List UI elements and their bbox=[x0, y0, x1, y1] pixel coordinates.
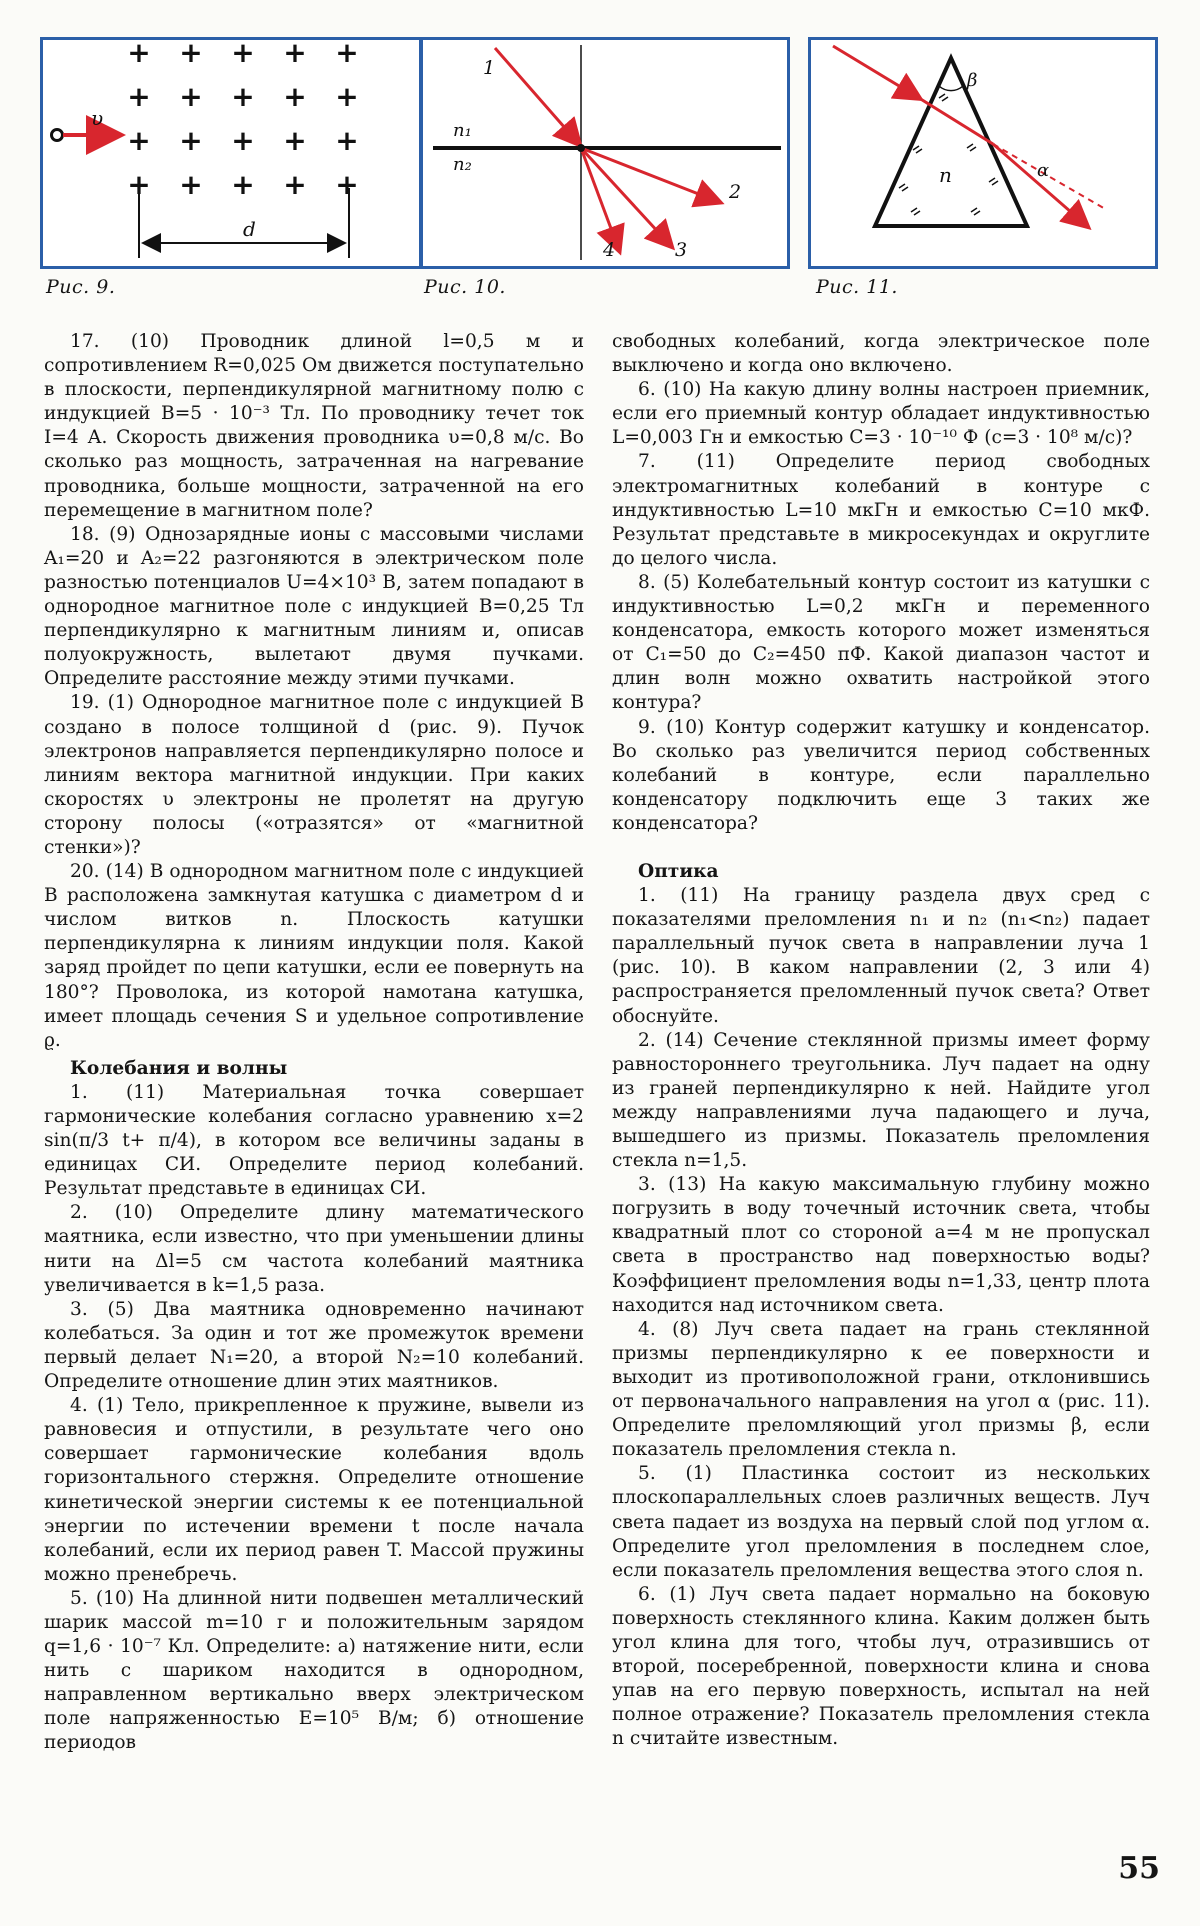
field-plus-1-3: + bbox=[283, 80, 307, 113]
ray-4-label: 4 bbox=[603, 239, 616, 261]
problem-19: 19. (1) Однородное магнитное поле с индукцией B создано в полосе толщиной d (рис. 9). Пучок электронов направляется перпендикулярно полосе и линиям вектора магнитной индукции. При каких скоростях υ электроны не пролетят на другую сторону полосы («отразятся» от «магнитной стенки»)? bbox=[44, 692, 584, 858]
figure-11 bbox=[808, 37, 1158, 269]
figure-11-caption: Рис. 11. bbox=[816, 276, 898, 298]
field-plus-2-1: + bbox=[179, 124, 203, 157]
waves-problem-4: 4. (1) Тело, прикрепленное к пружине, вывели из равновесия и отпустили, в результате чего оно совершает гармонические колебания вдоль горизонтального стержня. Определите отношение кинетической энергии системы к ее потенциальной энергии по истечении времени t после начала колебаний, если их период равен T. Массой пружины можно пренебречь. bbox=[44, 1395, 584, 1585]
optics-problem-1: 1. (11) На границу раздела двух сред с показателями преломления n₁ и n₂ (n₁<n₂) падает параллельный пучок света в направлении луча 1 (рис. 10). В каком направлении (2, 3 или 4) распространяется преломленный пучок света? Ответ обоснуйте. bbox=[612, 885, 1150, 1027]
problem-18: 18. (9) Однозарядные ионы с массовыми числами A₁=20 и A₂=22 разгоняются в электрическом поле разностью потенциалов U=4×10³ В, затем попадают в однородное магнитное поле с индукцией B=0,25 Тл перпендикулярно к магнитным линиям и, описав полуокружность, вылетают двумя пучками. Определите расстояние между этими пучками. bbox=[44, 523, 584, 690]
d-label: d bbox=[243, 217, 256, 241]
field-plus-2-4: + bbox=[335, 124, 359, 157]
waves-problem-3: 3. (5) Два маятника одновременно начинают колебаться. За один и тот же промежуток времени первый делает N₁=20, а второй N₂=10 колебаний. Определите отношение длин этих маятников. bbox=[44, 1298, 584, 1393]
field-plus-3-3: + bbox=[283, 168, 307, 201]
ray-2 bbox=[581, 148, 719, 202]
optics-problem-4: 4. (8) Луч света падает на грань стеклянной призмы перпендикулярно к ее поверхности и выходит из противоположной грани, отклонившись от первоначального направления на угол α (рис. 11). Определите преломляющий угол призмы β, если показатель преломления стекла n. bbox=[612, 1318, 1150, 1461]
incident-ray bbox=[833, 46, 919, 98]
ray-3 bbox=[581, 148, 671, 246]
waves-problem-5-continued: свободных колебаний, когда электрическое поле выключено и когда оно включено. bbox=[612, 331, 1150, 377]
field-plus-1-0: + bbox=[127, 80, 151, 113]
incident-ray-1 bbox=[495, 48, 579, 144]
problem-17: 17. (10) Проводник длиной l=0,5 м и сопротивлением R=0,025 Ом движется поступательно в плоскости, перпендикулярной магнитному полю с индукцией B=5 · 10⁻³ Тл. По проводнику течет ток I=4 А. Скорость движения проводника υ=0,8 м/с. Во сколько раз мощность, затраченная на нагревание проводника, больше мощности, затраченной на его перемещение в магнитном поле? bbox=[44, 331, 584, 521]
waves-problem-8: 8. (5) Колебательный контур состоит из катушки с индуктивностью L=0,2 мкГн и переменного конденсатора, емкость которого может изменяться от C₁=50 до C₂=450 пФ. Какой диапазон частот и длин волн можно охватить настройкой этого контура? bbox=[612, 571, 1150, 714]
waves-problem-9: 9. (10) Контур содержит катушку и конденсатор. Во сколько раз увеличится период собственных колебаний в контуре, если параллельно конденсатору подключить еще 3 таких же конденсатора? bbox=[612, 716, 1150, 834]
waves-problem-7: 7. (11) Определите период свободных электромагнитных колебаний в контуре с индуктивностью L=10 мкГн и емкостью C=10 мкФ. Результат представьте в микросекундах и округлите до целого числа. bbox=[612, 451, 1150, 569]
field-plus-2-3: + bbox=[283, 124, 307, 157]
problem-20: 20. (14) В однородном магнитном поле с индукцией B расположена замкнутая катушка с диаметром d и числом витков n. Плоскость катушки перпендикулярна к линиям индукции поля. Какой заряд пройдет по цепи катушки, если ее повернуть на 180°? Проволока, из которой намотана катушка, имеет площадь сечения S и удельное сопротивление ϱ. bbox=[44, 861, 584, 1051]
section-heading-waves: Колебания и волны bbox=[70, 1057, 288, 1079]
n1-label: n₁ bbox=[453, 120, 472, 141]
field-plus-3-0: + bbox=[127, 168, 151, 201]
figure-9 bbox=[40, 37, 422, 269]
waves-problem-2: 2. (10) Определите длину математического маятника, если известно, что при уменьшении длины нити на Δl=5 см частота колебаний маятника увеличивается в k=1,5 раза. bbox=[44, 1202, 584, 1296]
ray-1-label: 1 bbox=[483, 57, 496, 79]
optics-problem-3: 3. (13) На какую максимальную глубину можно погрузить в воду точечный источник света, чтобы квадратный плот со стороной a=4 м не пропускал света в пространство над поверхностью воды? Коэффициент преломления воды n=1,33, центр плота находится над источником света. bbox=[612, 1174, 1150, 1316]
waves-problem-6: 6. (10) На какую длину волны настроен приемник, если его приемный контур обладает индуктивностью L=0,003 Гн и емкостью C=3 · 10⁻¹⁰ Ф (c=3 · 10⁸ м/с)? bbox=[612, 379, 1150, 449]
ray-2-label: 2 bbox=[729, 181, 742, 203]
figure-9-drawing bbox=[43, 40, 419, 266]
optics-problem-2: 2. (14) Сечение стеклянной призмы имеет форму равностороннего треугольника. Луч падает на одну из граней перпендикулярно к ней. Найдите угол между направлениями луча падающего и луча, вышедшего из призмы. Показатель преломления стекла n=1,5. bbox=[612, 1029, 1150, 1172]
v-label: υ bbox=[91, 106, 104, 130]
alpha-label: α bbox=[1037, 160, 1050, 181]
field-plus-0-1: + bbox=[179, 40, 203, 69]
page-number: 55 bbox=[1118, 1851, 1160, 1886]
field-plus-3-1: + bbox=[179, 168, 203, 201]
field-plus-1-2: + bbox=[231, 80, 255, 113]
field-plus-1-4: + bbox=[335, 80, 359, 113]
n-label: n bbox=[939, 163, 952, 187]
section-heading-optics: Оптика bbox=[638, 860, 719, 882]
figure-10 bbox=[420, 37, 790, 269]
optics-problem-6: 6. (1) Луч света падает нормально на боковую поверхность стеклянного клина. Каким должен быть угол клина для того, чтобы луч, отразившись от второй, посеребренной, поверхности клина и снова упав на его первую поверхность, испытал на ней полное отражение? Показатель преломления стекла n считайте известным. bbox=[612, 1583, 1150, 1750]
figure-9-caption: Рис. 9. bbox=[46, 276, 116, 298]
optics-problem-5: 5. (1) Пластинка состоит из нескольких плоскопараллельных слоев различных веществ. Луч света падает из воздуха на первый слой под углом α. Определите угол преломления в последнем слое, если показатель преломления вещества этого слоя n. bbox=[612, 1463, 1150, 1581]
field-plus-0-2: + bbox=[231, 40, 255, 69]
field-plus-0-4: + bbox=[335, 40, 359, 69]
field-plus-0-0: + bbox=[127, 40, 151, 69]
field-plus-2-0: + bbox=[127, 124, 151, 157]
electron-dot bbox=[52, 130, 63, 141]
right-column bbox=[612, 330, 1150, 1751]
waves-problem-5: 5. (10) На длинной нити подвешен металлический шарик массой m=10 г и положительным зарядом q=1,6 · 10⁻⁷ Кл. Определите: а) натяжение нити, если нить с шариком находится в однородном, направленном вертикально вверх электрическом поле напряженностью E=10⁵ В/м; б) отношение периодов bbox=[44, 1587, 584, 1754]
field-plus-0-3: + bbox=[283, 40, 307, 69]
field-plus-3-4: + bbox=[335, 168, 359, 201]
prism-triangle bbox=[875, 58, 1027, 226]
figure-11-drawing bbox=[811, 40, 1155, 266]
n2-label: n₂ bbox=[453, 154, 472, 175]
magnetic-field-plus-grid bbox=[127, 40, 358, 201]
waves-problem-1: 1. (11) Материальная точка совершает гармонические колебания согласно уравнению x=2 sin(π/3 t+ π/4), в котором все величины заданы в единицах СИ. Определите период колебаний. Результат представьте в единицах СИ. bbox=[44, 1081, 584, 1200]
figure-10-drawing bbox=[423, 40, 787, 266]
ray-4 bbox=[581, 148, 619, 250]
field-plus-2-2: + bbox=[231, 124, 255, 157]
beta-label: β bbox=[967, 70, 978, 91]
left-column bbox=[44, 330, 584, 1756]
field-plus-1-1: + bbox=[179, 80, 203, 113]
figure-10-caption: Рис. 10. bbox=[424, 276, 506, 298]
field-plus-3-2: + bbox=[231, 168, 255, 201]
ray-3-label: 3 bbox=[675, 239, 688, 261]
